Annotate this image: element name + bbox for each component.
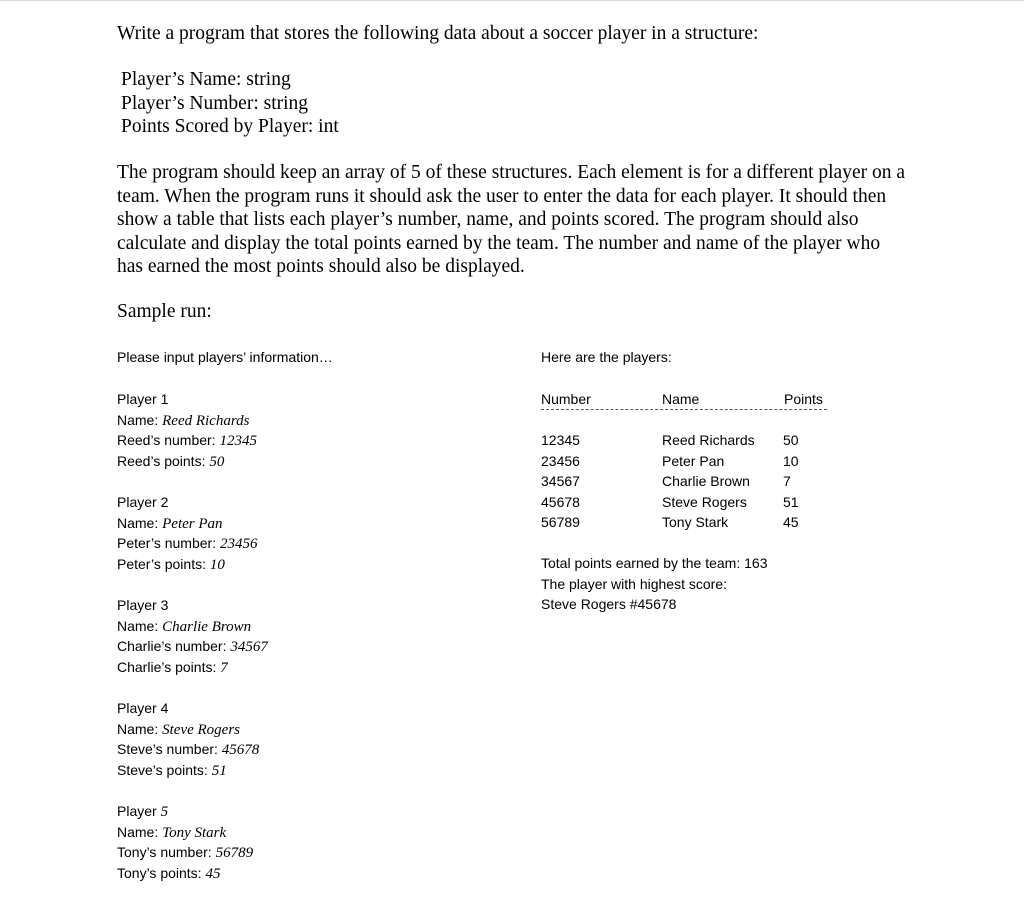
player-points-value: 51 (211, 762, 227, 779)
player-points-line: Tony’s points: 45 (117, 864, 221, 882)
player-points-value: 7 (220, 659, 228, 676)
player-block (117, 698, 417, 780)
description-paragraph: The program should keep an array of 5 of these structures. Each element is for a different player on a team. When the program runs it should ask the user to enter the data for each player. It should then show a table that lists each player’s number, name, and points scored. The program should also calculate and display the total points earned by the team. The number and name of the player who has earned the most points should also be displayed. (117, 162, 905, 277)
player-block (117, 801, 417, 883)
field-list (121, 68, 339, 139)
table-cell: Steve Rogers (662, 493, 747, 510)
player-points-line: Reed’s points: 50 (117, 452, 225, 470)
top-border (0, 0, 1024, 1)
table-cell: 23456 (541, 452, 580, 469)
player-block (117, 595, 417, 677)
table-cell: 7 (783, 473, 791, 490)
player-name-value: Tony Stark (162, 824, 227, 841)
player-name-line: Name: Peter Pan (117, 514, 223, 532)
player-block (117, 492, 417, 574)
number-column (541, 430, 580, 533)
input-prompt: Please input players’ information… (117, 349, 333, 365)
player-number-value: 56789 (215, 845, 254, 862)
table-cell: 50 (783, 432, 799, 448)
table-cell: Charlie Brown (662, 473, 750, 490)
summary-line: The player with highest score: (541, 575, 727, 592)
player-points-value: 45 (205, 865, 221, 882)
player-header: Player 5 (117, 803, 169, 820)
table-cell: 45678 (541, 493, 580, 510)
player-name-line: Name: Charlie Brown (117, 617, 252, 635)
table-divider (541, 409, 827, 410)
field-item: Player’s Name: string (121, 69, 291, 90)
table-title: Here are the players: (541, 349, 672, 365)
player-points-line: Charlie’s points: 7 (117, 658, 228, 676)
points-column (783, 430, 799, 533)
table-cell: 51 (783, 493, 799, 510)
table-cell: Peter Pan (662, 452, 725, 469)
player-number-value: 12345 (219, 433, 257, 450)
player-number-line: Charlie’s number: 34567 (117, 638, 268, 656)
summary-line: Total points earned by the team: 163 (541, 555, 768, 571)
player-header: Player 2 (117, 494, 169, 510)
table-cell: Reed Richards (662, 432, 755, 448)
player-name-value: Charlie Brown (162, 618, 252, 635)
player-number-line: Tony’s number: 56789 (117, 844, 254, 862)
name-column (662, 430, 755, 533)
player-header: Player 4 (117, 700, 169, 716)
player-name-line: Name: Reed Richards (117, 411, 250, 429)
player-number-value: 23456 (219, 536, 258, 553)
summary-block (541, 553, 767, 615)
player-number-value: 34567 (230, 639, 268, 656)
column-header-points: Points (784, 391, 823, 407)
table-cell: 56789 (541, 514, 580, 531)
player-points-value: 50 (209, 453, 225, 470)
table-cell: 45 (783, 514, 799, 531)
summary-line: Steve Rogers #45678 (541, 596, 677, 613)
field-item: Player’s Number: string (121, 92, 309, 114)
player-points-line: Peter’s points: 10 (117, 555, 225, 573)
player-number-line: Reed’s number: 12345 (117, 432, 257, 450)
column-header-name: Name (662, 391, 700, 407)
player-block (117, 389, 417, 471)
player-name-line: Name: Steve Rogers (117, 720, 241, 738)
column-header-number: Number (541, 391, 591, 407)
player-number-line: Peter’s number: 23456 (117, 535, 258, 553)
player-name-value: Reed Richards (162, 412, 250, 429)
table-cell: 34567 (541, 473, 580, 490)
intro-text: Write a program that stores the following data about a soccer player in a structure: (117, 23, 759, 44)
sample-run-label: Sample run: (117, 301, 212, 322)
player-header: Player 1 (117, 391, 169, 407)
field-item: Points Scored by Player: int (121, 116, 339, 137)
player-name-value: Steve Rogers (162, 721, 241, 738)
player-number-line: Steve’s number: 45678 (117, 741, 260, 759)
player-points-line: Steve’s points: 51 (117, 761, 227, 779)
player-header: Player 3 (117, 597, 169, 613)
table-cell: 10 (783, 452, 799, 469)
table-cell: 12345 (541, 432, 580, 448)
player-name-value: Peter Pan (162, 515, 223, 532)
table-cell: Tony Stark (662, 514, 729, 531)
player-number-value: 45678 (221, 742, 260, 759)
player-name-line: Name: Tony Stark (117, 823, 227, 841)
player-points-value: 10 (209, 556, 225, 573)
